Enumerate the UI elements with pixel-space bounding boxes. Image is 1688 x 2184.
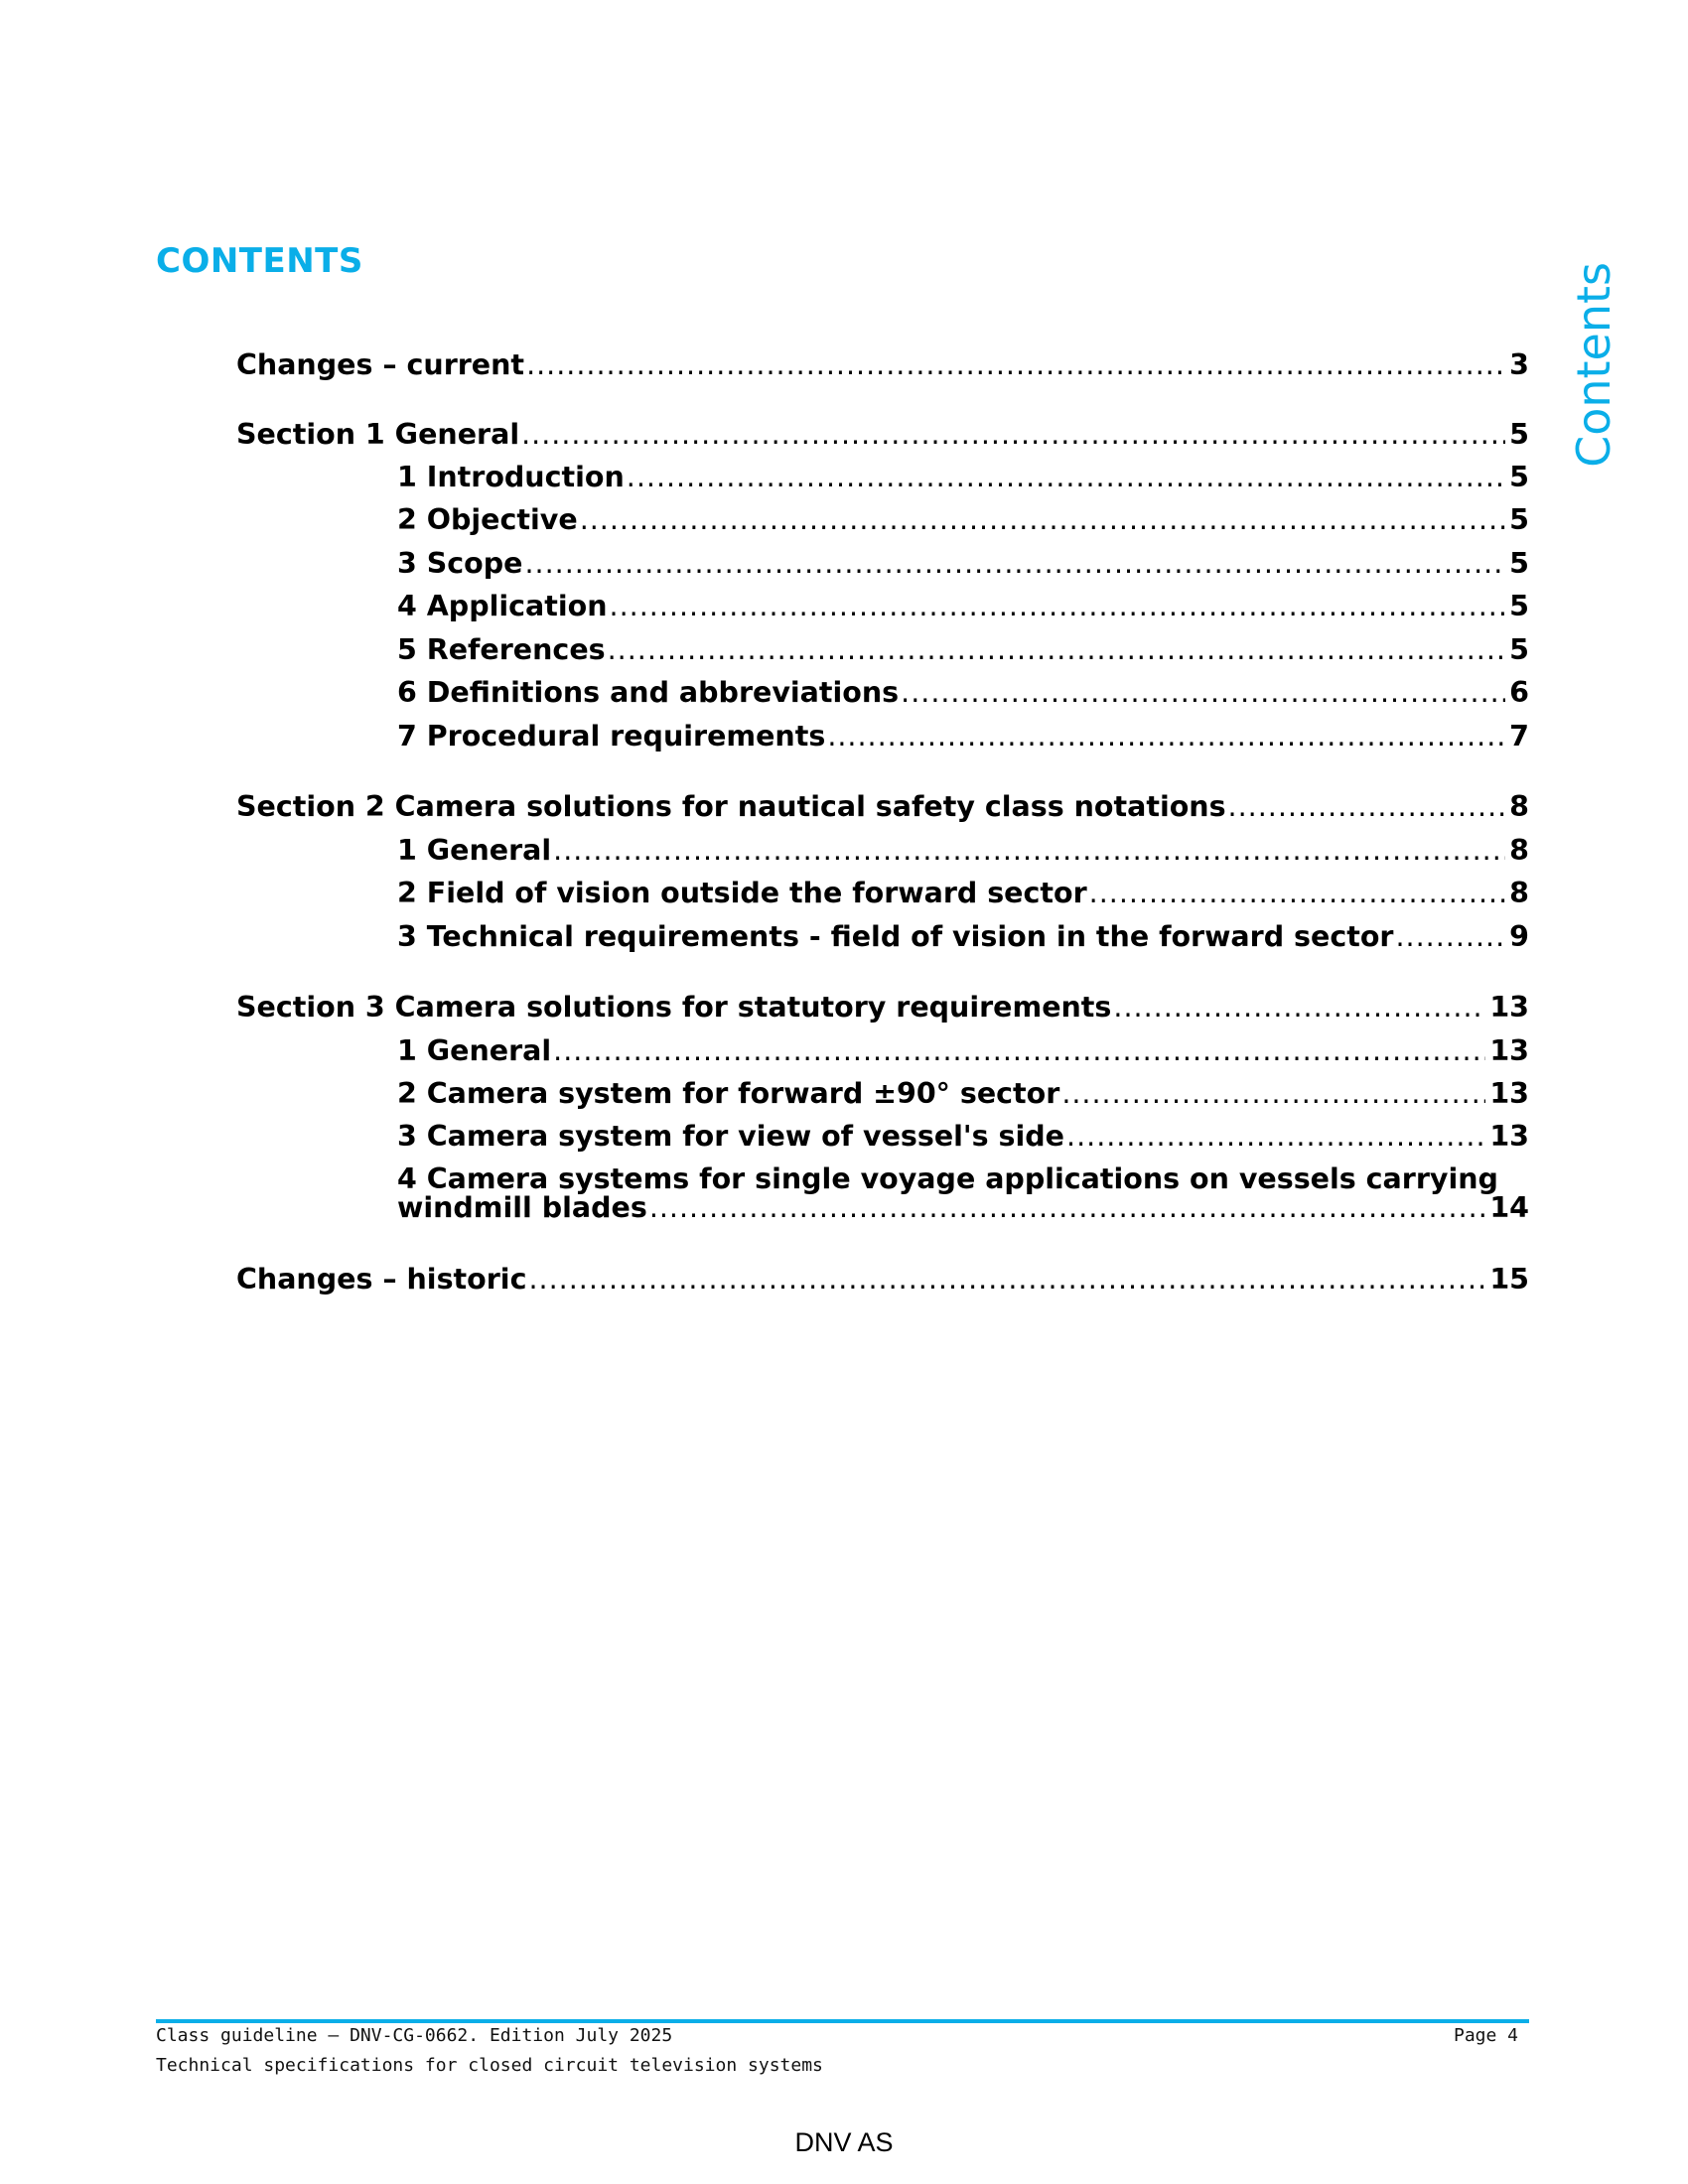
dot-leader [528,1265,1485,1295]
toc-entry-vessel-side-camera[interactable] [397,1122,1529,1152]
toc-entry-page: 13 [1489,1120,1529,1153]
footer-page-number: Page 4 [1454,2025,1519,2046]
toc-entry-page: 3 [1509,348,1529,381]
dot-leader [608,635,1506,665]
dot-leader [553,836,1505,866]
dot-leader [649,1193,1486,1223]
toc-entry-page: 8 [1509,877,1529,909]
toc-entry-title: Changes – current [236,348,525,381]
toc-entry-title: 1 General [397,834,552,867]
dot-leader [553,1036,1485,1066]
dot-leader [827,722,1505,751]
toc-entry-introduction[interactable] [397,463,1529,492]
toc-entry-objective[interactable] [397,505,1529,535]
toc-entry-definitions[interactable] [397,678,1529,708]
dot-leader [1061,1079,1485,1109]
toc-entry-title: Changes – historic [236,1263,527,1296]
dot-leader [1066,1122,1485,1152]
toc-entry-section-2[interactable] [236,792,1529,822]
dot-leader [580,505,1505,535]
toc-entry-page: 5 [1509,461,1529,493]
toc-entry-single-voyage[interactable] [397,1193,1529,1223]
toc-entry-references[interactable] [397,635,1529,665]
dot-leader [627,463,1505,492]
toc-entry-changes-current[interactable] [236,350,1529,380]
toc-entry-s3-general[interactable] [397,1036,1529,1066]
toc-entry-s2-general[interactable] [397,836,1529,866]
dot-leader [901,678,1505,708]
toc-entry-title: 7 Procedural requirements [397,720,826,752]
toc-entry-title: windmill blades [397,1191,647,1224]
footer-divider [156,2019,1529,2023]
toc-entry-forward-sector-camera[interactable] [397,1079,1529,1109]
toc-entry-page: 5 [1509,590,1529,622]
toc-entry-page: 7 [1509,720,1529,752]
toc-entry-page: 13 [1489,991,1529,1024]
toc-entry-title: 2 Field of vision outside the forward sector [397,877,1087,909]
toc-entry-title: 1 General [397,1034,552,1067]
toc-entry-title: 3 Camera system for view of vessel's side [397,1120,1065,1153]
toc-entry-title: 4 Application [397,590,608,622]
toc-entry-technical-requirements[interactable] [397,922,1529,952]
toc-entry-page: 14 [1489,1191,1529,1224]
dot-leader [610,592,1506,621]
toc-entry-page: 8 [1509,790,1529,823]
side-section-tab: Contents [1567,262,1620,468]
toc-entry-page: 13 [1489,1034,1529,1067]
footer-document-subtitle: Technical specifications for closed circuit television systems [156,2055,823,2076]
toc-entry-procedural-requirements[interactable] [397,722,1529,751]
toc-entry-single-voyage-line1[interactable]: 4 Camera systems for single voyage applications on vessels carrying [397,1162,1498,1195]
toc-entry-page: 5 [1509,503,1529,536]
dot-leader [526,350,1505,380]
toc-entry-title: 2 Objective [397,503,578,536]
toc-entry-title: 6 Definitions and abbreviations [397,676,900,709]
dot-leader [521,420,1505,450]
toc-entry-field-of-vision-outside[interactable] [397,879,1529,908]
toc-entry-page: 9 [1509,920,1529,953]
toc-entry-title: 5 References [397,633,606,666]
dot-leader [1228,792,1506,822]
toc-entry-page: 5 [1509,547,1529,580]
toc-entry-title: 3 Technical requirements - field of vision in the forward sector [397,920,1394,953]
toc-entry-page: 5 [1509,633,1529,666]
dot-leader [1113,993,1485,1023]
company-name: DNV AS [794,2127,894,2157]
footer-document-line: Class guideline — DNV-CG-0662. Edition July 2025 [156,2025,673,2046]
toc-entry-page: 15 [1489,1263,1529,1296]
toc-entry-title: 1 Introduction [397,461,625,493]
toc-entry-page: 6 [1509,676,1529,709]
toc-entry-title: Section 1 General [236,418,520,451]
toc-entry-title: 2 Camera system for forward ±90° sector [397,1077,1060,1110]
toc-entry-changes-historic[interactable] [236,1265,1529,1295]
toc-entry-page: 13 [1489,1077,1529,1110]
toc-entry-section-3[interactable] [236,993,1529,1023]
dot-leader [1395,922,1505,952]
toc-entry-title: 3 Scope [397,547,523,580]
toc-entry-section-1[interactable] [236,420,1529,450]
page-title: CONTENTS [156,241,363,281]
dot-leader [524,549,1505,579]
toc-entry-page: 8 [1509,834,1529,867]
toc-entry-scope[interactable] [397,549,1529,579]
toc-entry-title: Section 2 Camera solutions for nautical safety class notations [236,790,1226,823]
toc-entry-page: 5 [1509,418,1529,451]
toc-entry-title: Section 3 Camera solutions for statutory requirements [236,991,1112,1024]
toc-entry-application[interactable] [397,592,1529,621]
dot-leader [1089,879,1506,908]
